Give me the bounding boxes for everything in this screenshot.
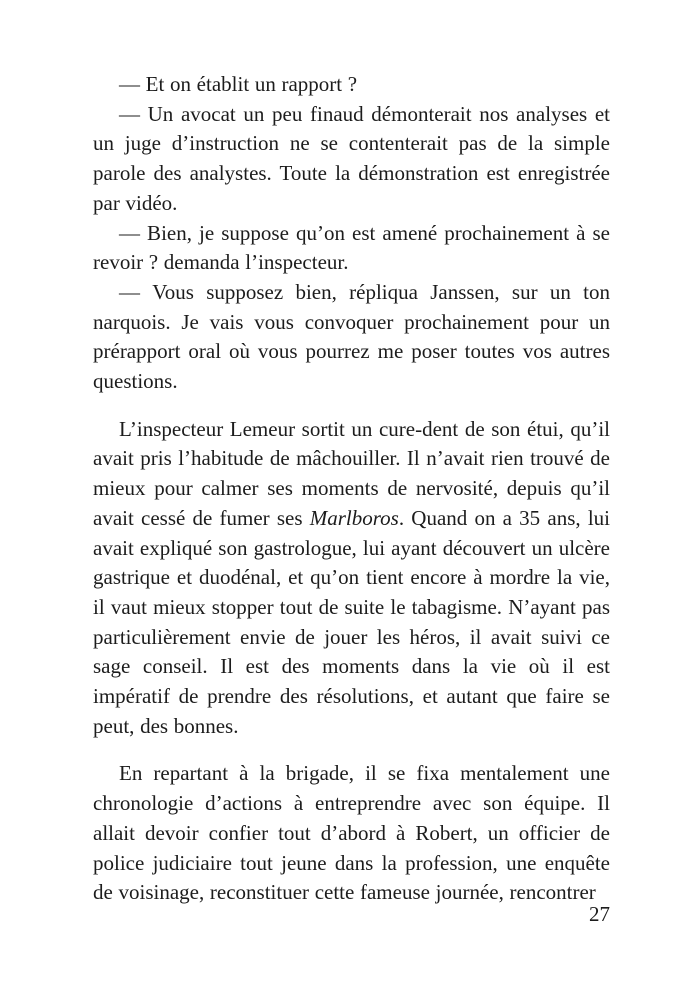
paragraph-text-segment: L’inspecteur Lemeur sortit un cure-dent de son étui, qu’il avait pris l’habitude de mâchouiller. Il n’avait rien trouvé de mieux pour calmer ses moments de nervosité, depuis qu’il avait cessé de fumer ses bbox=[93, 416, 610, 530]
paragraph-narrative-2: En repartant à la brigade, il se fixa mentalement une chronologie d’actions à entreprendre avec son équipe. Il allait devoir confier tout d’abord à Robert, un officier de police judiciaire tout jeune dans la profession, une enquête de voisinage, reconstituer cette fameuse journée, rencontrer bbox=[93, 761, 610, 905]
page-text bbox=[93, 70, 610, 908]
paragraph-narrative-1 bbox=[93, 415, 610, 742]
paragraph-dialogue-4: — Vous supposez bien, répliqua Janssen, sur un ton narquois. Je vais vous convoquer prochainement pour un prérapport oral où vous pourrez me poser toutes vos autres questions. bbox=[93, 279, 610, 394]
paragraph-dialogue-1: — Et on établit un rapport ? bbox=[119, 72, 358, 96]
page-number: 27 bbox=[589, 902, 610, 926]
paragraph-dialogue-2: — Un avocat un peu finaud démonterait nos analyses et un juge d’instruction ne se contenterait pas de la simple parole des analystes. Toute la démonstration est enregistrée par vidéo. bbox=[93, 101, 610, 215]
paragraph-dialogue-3: — Bien, je suppose qu’on est amené prochainement à se revoir ? demanda l’inspecteur. bbox=[93, 220, 610, 275]
italic-brand-name: Marlboros bbox=[309, 505, 399, 530]
paragraph-text-segment: . Quand on a 35 ans, lui avait expliqué son gastrologue, lui ayant découvert un ulcère gastrique et duodénal, et qu’on tient encore à mordre la vie, il vaut mieux stopper tout de suite le tabagisme. N’ayant pas particulièrement envie de jouer les héros, il avait suivi ce sage conseil. Il est des moments dans la vie où il est impératif de prendre des résolutions, et autant que faire se peut, des bonnes. bbox=[93, 505, 610, 738]
